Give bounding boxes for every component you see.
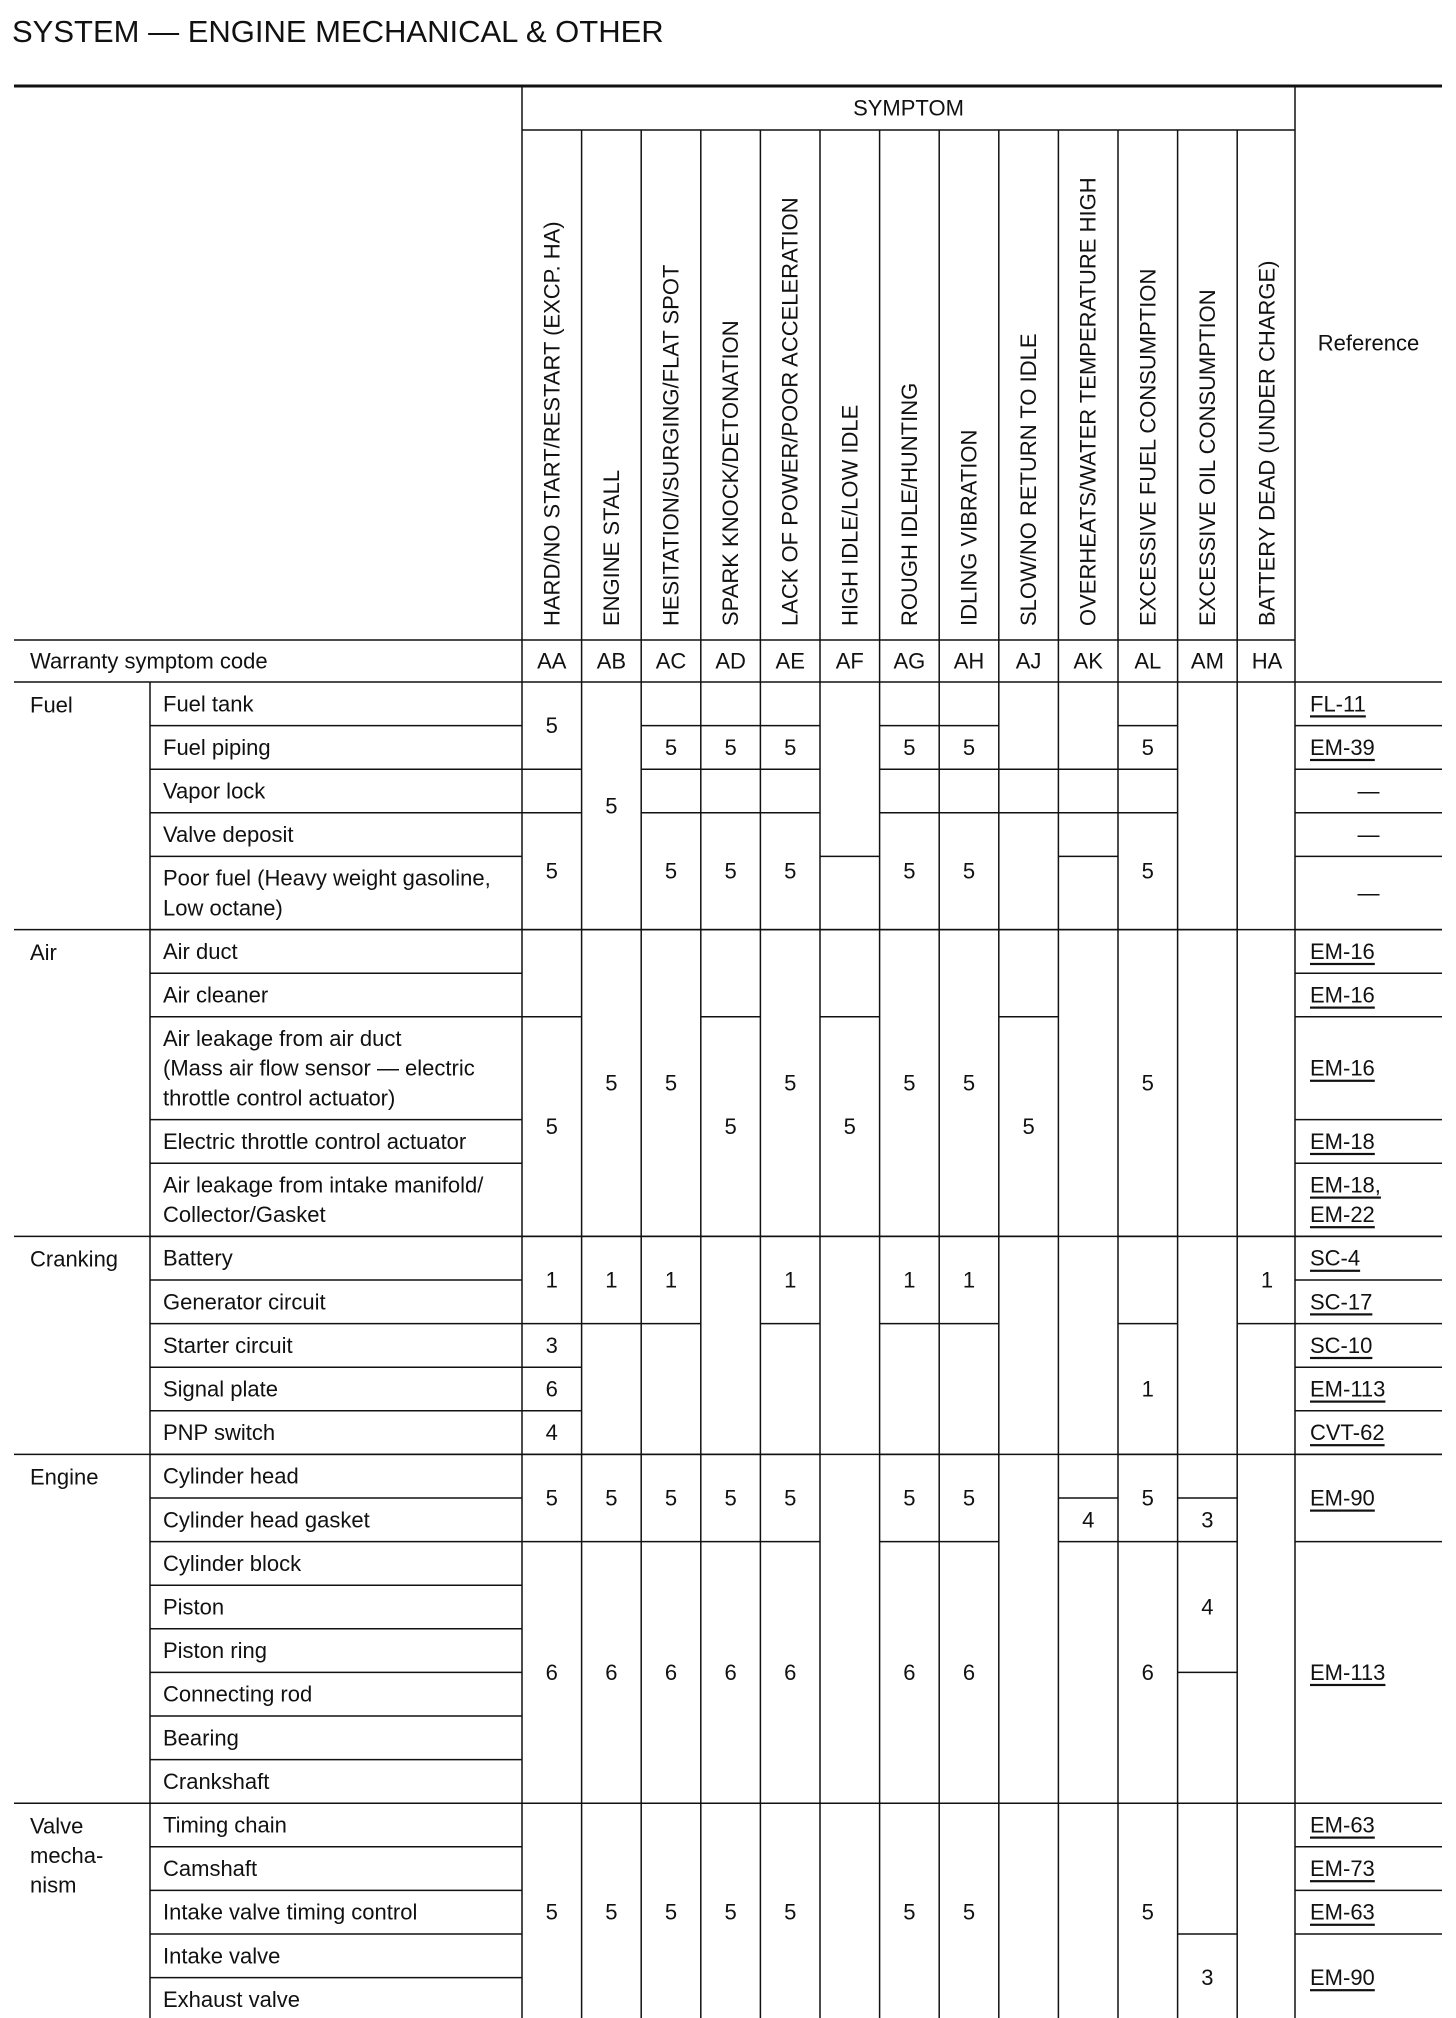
rating-value: 5: [724, 858, 737, 884]
reference-header: Reference: [1317, 330, 1420, 356]
group-name: mecha-: [30, 1843, 104, 1869]
reference-link: EM-18,: [1310, 1172, 1381, 1198]
item-label: Air cleaner: [163, 982, 269, 1008]
rating-value: 5: [545, 1114, 558, 1140]
symptom-code: AB: [596, 648, 627, 674]
item-label: Air duct: [163, 938, 238, 964]
rating-value: 5: [664, 858, 678, 884]
rating-value: 5: [1141, 1070, 1154, 1096]
rating-value: 5: [724, 1485, 737, 1511]
reference-link: EM-113: [1310, 1659, 1386, 1685]
symptom-name: EXCESSIVE OIL CONSUMPTION: [1194, 289, 1220, 626]
symptom-name: LACK OF POWER/POOR ACCELERATION: [777, 197, 803, 626]
rating-value: 5: [962, 734, 976, 760]
rating-value: 5: [784, 1899, 797, 1925]
rating-value: 5: [605, 793, 618, 819]
rating-value: 5: [903, 1070, 916, 1096]
rating-value: 1: [962, 1267, 976, 1293]
reference-dash: —: [1357, 880, 1380, 906]
group-name: nism: [30, 1872, 77, 1898]
symptom-name: EXCESSIVE FUEL CONSUMPTION: [1135, 268, 1161, 626]
rating-value: 5: [605, 1899, 618, 1925]
reference-link: EM-16: [1310, 938, 1375, 964]
rating-value: 5: [545, 1485, 558, 1511]
reference-dash: —: [1357, 822, 1380, 848]
symptom-code: AL: [1134, 648, 1162, 674]
group-name: Cranking: [30, 1246, 119, 1272]
rating-value: 5: [664, 1070, 678, 1096]
rating-value: 5: [1141, 1485, 1154, 1511]
rating-value: 5: [1141, 1899, 1154, 1925]
reference-link: EM-90: [1310, 1965, 1375, 1991]
item-label: Cylinder block: [163, 1550, 302, 1576]
item-label: Starter circuit: [163, 1332, 293, 1358]
rating-value: 3: [545, 1332, 558, 1358]
rating-value: 3: [1201, 1965, 1214, 1991]
item-label: Connecting rod: [163, 1681, 313, 1707]
symptom-code: AK: [1073, 648, 1103, 674]
rating-value: 6: [545, 1659, 558, 1685]
reference-link: EM-63: [1310, 1899, 1375, 1925]
item-label: Cylinder head gasket: [163, 1507, 370, 1533]
rating-value: 6: [962, 1659, 976, 1685]
symptom-name: HIGH IDLE/LOW IDLE: [837, 404, 863, 626]
rating-value: 1: [664, 1267, 678, 1293]
reference-link: FL-11: [1310, 691, 1366, 717]
rating-value: 5: [605, 1485, 618, 1511]
item-label: Signal plate: [163, 1376, 278, 1402]
symptom-name: SLOW/NO RETURN TO IDLE: [1016, 333, 1042, 626]
rating-value: 6: [1141, 1659, 1154, 1685]
item-label: Crankshaft: [163, 1768, 270, 1794]
item-label: Intake valve: [163, 1943, 281, 1969]
rating-value: 5: [545, 713, 558, 739]
symptom-code: AM: [1190, 648, 1224, 674]
reference-link: CVT-62: [1310, 1420, 1385, 1446]
reference-dash: —: [1357, 778, 1380, 804]
rating-value: 5: [1141, 734, 1154, 760]
rating-value: 5: [664, 1485, 678, 1511]
item-label: Fuel tank: [163, 691, 254, 717]
item-label: (Mass air flow sensor — electric: [163, 1055, 475, 1081]
reference-link: EM-63: [1310, 1812, 1375, 1838]
item-label: Air leakage from air duct: [163, 1026, 402, 1052]
symptom-code: AH: [953, 648, 985, 674]
item-label: Air leakage from intake manifold/: [163, 1172, 484, 1198]
rating-value: 6: [545, 1376, 558, 1402]
item-label: Exhaust valve: [163, 1986, 300, 2012]
group-name: Valve: [30, 1813, 84, 1839]
item-label: Valve deposit: [163, 822, 294, 848]
rating-value: 3: [1201, 1507, 1214, 1533]
item-label: Electric throttle control actuator: [163, 1128, 467, 1154]
rating-value: 5: [903, 1485, 916, 1511]
rating-value: 5: [545, 1899, 558, 1925]
rating-value: 5: [784, 1070, 797, 1096]
item-label: Timing chain: [163, 1812, 287, 1838]
warranty-label: Warranty symptom code: [30, 648, 268, 674]
rating-value: 1: [903, 1267, 916, 1293]
item-label: Piston ring: [163, 1638, 267, 1664]
symptom-code: HA: [1251, 648, 1283, 674]
symptom-code: AA: [537, 648, 567, 674]
symptom-name: BATTERY DEAD (UNDER CHARGE): [1254, 260, 1280, 626]
reference-link: EM-113: [1310, 1376, 1386, 1402]
item-label: Generator circuit: [163, 1289, 326, 1315]
item-label: Fuel piping: [163, 734, 271, 760]
symptom-code: AC: [655, 648, 687, 674]
rating-value: 5: [664, 734, 678, 760]
reference-link: SC-17: [1310, 1289, 1373, 1315]
item-label: Low octane): [163, 895, 283, 921]
rating-value: 5: [784, 1485, 797, 1511]
rating-value: 6: [784, 1659, 797, 1685]
item-label: PNP switch: [163, 1420, 276, 1446]
item-label: Collector/Gasket: [163, 1202, 326, 1228]
item-label: Camshaft: [163, 1856, 258, 1882]
rating-value: 1: [1260, 1267, 1274, 1293]
reference-link: EM-22: [1310, 1202, 1375, 1228]
symptom-name: IDLING VIBRATION: [956, 429, 982, 626]
rating-value: 6: [605, 1659, 618, 1685]
symptom-code: AJ: [1015, 648, 1042, 674]
rating-value: 5: [962, 1070, 976, 1096]
reference-link: SC-10: [1310, 1332, 1373, 1358]
rating-value: 1: [545, 1267, 558, 1293]
reference-link: EM-16: [1310, 1055, 1375, 1081]
reference-link: SC-4: [1310, 1245, 1361, 1271]
rating-value: 6: [903, 1659, 916, 1685]
rating-value: 4: [1082, 1507, 1095, 1533]
item-label: Poor fuel (Heavy weight gasoline,: [163, 865, 491, 891]
rating-value: 5: [605, 1070, 618, 1096]
rating-value: 5: [1141, 858, 1154, 884]
rating-value: 5: [1022, 1114, 1035, 1140]
item-label: Piston: [163, 1594, 225, 1620]
reference-link: EM-18: [1310, 1128, 1375, 1154]
rating-value: 6: [664, 1659, 678, 1685]
symptom-name: SPARK KNOCK/DETONATION: [718, 320, 744, 626]
item-label: Intake valve timing control: [163, 1899, 418, 1925]
item-label: Vapor lock: [163, 778, 266, 804]
page-title: SYSTEM — ENGINE MECHANICAL & OTHER: [12, 14, 664, 49]
rating-value: 5: [724, 734, 737, 760]
rating-value: 5: [903, 734, 916, 760]
reference-link: EM-90: [1310, 1485, 1375, 1511]
rating-value: 6: [724, 1659, 737, 1685]
group-name: Fuel: [30, 692, 73, 718]
rating-value: 5: [784, 734, 797, 760]
symptom-header: SYMPTOM: [853, 95, 964, 121]
rating-value: 5: [784, 858, 797, 884]
rating-value: 4: [1201, 1594, 1214, 1620]
group-name: Engine: [30, 1464, 99, 1490]
rating-value: 5: [724, 1899, 737, 1925]
symptom-name: ROUGH IDLE/HUNTING: [896, 382, 922, 626]
reference-link: EM-39: [1310, 734, 1375, 760]
symptom-name: OVERHEATS/WATER TEMPERATURE HIGH: [1075, 177, 1101, 626]
symptom-code: AG: [893, 648, 926, 674]
rating-value: 5: [724, 1114, 737, 1140]
symptom-code: AE: [775, 648, 805, 674]
rating-value: 1: [1141, 1376, 1154, 1402]
symptom-code: AF: [835, 648, 864, 674]
rating-value: 1: [605, 1267, 618, 1293]
item-label: Bearing: [163, 1725, 239, 1751]
group-name: Air: [30, 939, 57, 965]
symptom-code: AD: [715, 648, 746, 674]
symptom-name: ENGINE STALL: [598, 469, 624, 626]
item-label: Cylinder head: [163, 1463, 299, 1489]
item-label: throttle control actuator): [163, 1085, 396, 1111]
rating-value: 4: [545, 1420, 558, 1446]
rating-value: 1: [784, 1267, 797, 1293]
rating-value: 5: [664, 1899, 678, 1925]
rating-value: 5: [962, 1899, 976, 1925]
item-label: Battery: [163, 1245, 233, 1271]
reference-link: EM-16: [1310, 982, 1375, 1008]
rating-value: 5: [843, 1114, 856, 1140]
symptom-name: HESITATION/SURGING/FLAT SPOT: [658, 264, 684, 626]
rating-value: 5: [903, 1899, 916, 1925]
symptom-name: HARD/NO START/RESTART (EXCP. HA): [539, 221, 565, 626]
rating-value: 5: [903, 858, 916, 884]
rating-value: 5: [962, 858, 976, 884]
reference-link: EM-73: [1310, 1856, 1375, 1882]
rating-value: 5: [545, 858, 558, 884]
rating-value: 5: [962, 1485, 976, 1511]
